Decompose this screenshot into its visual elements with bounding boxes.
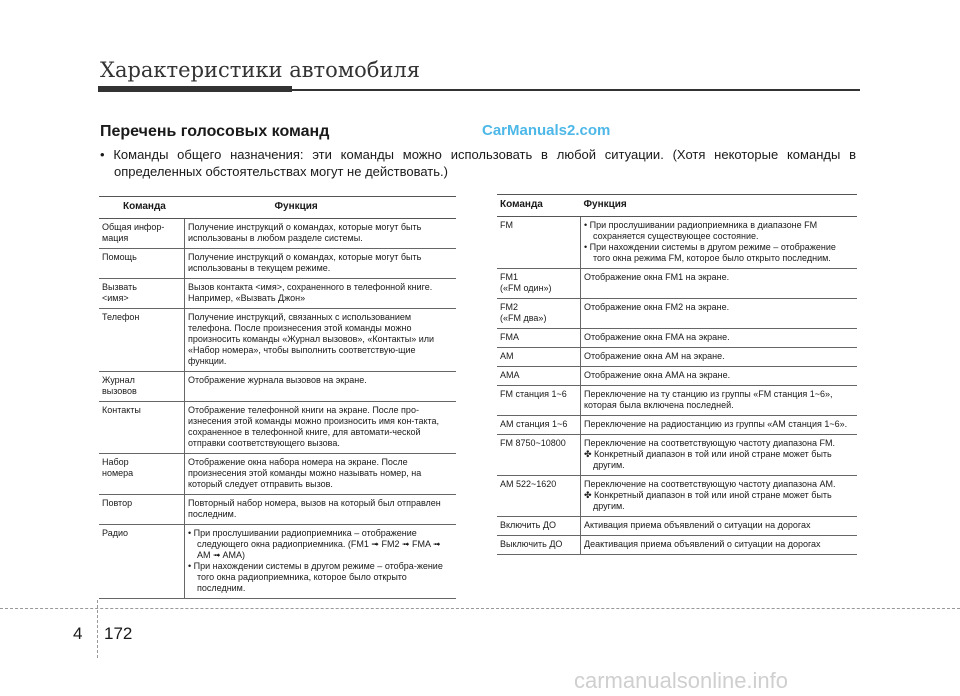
table-row — [497, 517, 857, 536]
function-cell: Получение инструкций о командах, которые могут быть использованы в любом разделе системы. — [185, 219, 457, 249]
command-cell: AM 522~1620 — [497, 476, 581, 517]
function-cell: Переключение на соответствующую частоту диапазона FM. ✤ Конкретный диапазон в той или иной стране может быть другим. — [581, 435, 858, 476]
table-row — [497, 348, 857, 367]
command-cell: Вызвать <имя> — [99, 279, 185, 309]
function-cell: Отображение окна AM на экране. — [581, 348, 858, 367]
footer-rule — [0, 608, 960, 609]
left-command-table — [99, 196, 456, 599]
footer-divider — [97, 600, 99, 658]
function-cell: Повторный набор номера, вызов на который был отправлен последним. — [185, 495, 457, 525]
table-row — [497, 329, 857, 348]
command-cell: FM станция 1~6 — [497, 386, 581, 416]
header-rule-thick — [98, 86, 292, 92]
command-cell: Помощь — [99, 249, 185, 279]
column-header-function: Функция — [581, 195, 858, 217]
table-row — [497, 217, 857, 269]
function-cell: Получение инструкций о командах, которые могут быть использованы в текущем режиме. — [185, 249, 457, 279]
function-cell: Отображение журнала вызовов на экране. — [185, 372, 457, 402]
function-cell: Отображение окна AMA на экране. — [581, 367, 858, 386]
intro-paragraph — [100, 146, 856, 180]
table-row — [99, 249, 456, 279]
command-cell: AM станция 1~6 — [497, 416, 581, 435]
function-cell: Переключение на радиостанцию из группы «AM станция 1~6». — [581, 416, 858, 435]
table-row — [497, 386, 857, 416]
function-cell: Переключение на соответствующую частоту диапазона AM. ✤ Конкретный диапазон в той или иной стране может быть другим. — [581, 476, 858, 517]
command-cell: FM — [497, 217, 581, 269]
column-header-command: Команда — [99, 197, 185, 219]
command-cell: Включить ДО — [497, 517, 581, 536]
section-title: Перечень голосовых команд — [100, 123, 330, 140]
function-cell: Отображение окна FMA на экране. — [581, 329, 858, 348]
command-cell: FM2 («FM два») — [497, 299, 581, 329]
table-row — [99, 309, 456, 372]
table-row — [99, 402, 456, 454]
function-cell: Отображение окна набора номера на экране. После произнесения этой команды можно называть номер, на который следует отправить вызов. — [185, 454, 457, 495]
command-cell: FM 8750~10800 — [497, 435, 581, 476]
command-cell: Телефон — [99, 309, 185, 372]
table-row — [497, 416, 857, 435]
bullet-item: • При прослушивании радиоприемника в диапазоне FM сохраняется существующее состояние. — [584, 220, 818, 241]
function-cell: Отображение телефонной книги на экране. После про-изнесения этой команды можно произносить имя кон-такта, сохраненное в телефонной книге, для автомати-ческой отправки соответствующего вызова. — [185, 402, 457, 454]
command-cell: Повтор — [99, 495, 185, 525]
table-row — [99, 495, 456, 525]
function-cell: Деактивация приема объявлений о ситуации на дорогах — [581, 536, 858, 555]
command-cell: Журнал вызовов — [99, 372, 185, 402]
function-cell — [581, 217, 858, 269]
right-command-table — [497, 194, 857, 555]
function-cell: Отображение окна FM1 на экране. — [581, 269, 858, 299]
command-cell: AM — [497, 348, 581, 367]
note-item: ✤ Конкретный диапазон в той или иной стране может быть другим. — [584, 449, 832, 470]
table-row — [497, 536, 857, 555]
command-cell: Контакты — [99, 402, 185, 454]
command-cell: FM1 («FM один») — [497, 269, 581, 299]
table-row — [99, 372, 456, 402]
command-cell: AMA — [497, 367, 581, 386]
column-header-command: Команда — [497, 195, 581, 217]
chapter-number: 4 — [73, 624, 83, 643]
command-cell: Набор номера — [99, 454, 185, 495]
table-row — [99, 219, 456, 249]
page-number: 172 — [104, 624, 133, 643]
command-cell: Общая инфор- мация — [99, 219, 185, 249]
table-header-row — [99, 197, 456, 219]
note-item: ✤ Конкретный диапазон в той или иной стране может быть другим. — [584, 490, 832, 511]
table-row — [497, 476, 857, 517]
function-cell: Получение инструкций, связанных с использованием телефона. После произнесения этой команды можно произносить команды «Журнал вызовов», «Контакты» или «Набор номера», чтобы выполнить соответствую-щие функции. — [185, 309, 457, 372]
function-cell: Переключение на ту станцию из группы «FM станция 1~6», которая была включена последней. — [581, 386, 858, 416]
table-row — [497, 299, 857, 329]
bullet-item: • При нахождении системы в другом режиме – отображение того окна режима FM, которое было открыто последним. — [584, 242, 836, 263]
command-cell: Радио — [99, 525, 185, 599]
function-cell — [185, 525, 457, 599]
header-rule-thin — [292, 89, 860, 91]
watermark-bottom: carmanualsonline.info — [574, 668, 789, 693]
watermark-top: CarManuals2.com — [482, 122, 611, 139]
table-row — [497, 435, 857, 476]
table-header-row — [497, 195, 857, 217]
intro-line-1: • Команды общего назначения: эти команды можно использовать в любой ситуации. (Хотя некоторые команды в — [100, 147, 856, 162]
table-row — [497, 269, 857, 299]
table-row — [99, 279, 456, 309]
function-cell: Активация приема объявлений о ситуации на дорогах — [581, 517, 858, 536]
column-header-function: Функция — [185, 197, 457, 219]
function-cell: Отображение окна FM2 на экране. — [581, 299, 858, 329]
command-cell: FMA — [497, 329, 581, 348]
bullet-item: • При прослушивании радиоприемника – отображение следующего окна радиоприемника. (FM1 ➟ FM2 ➟ FMA ➟ AM ➟ AMA) — [188, 528, 441, 560]
table-row — [497, 367, 857, 386]
table-row — [99, 454, 456, 495]
function-cell: Вызов контакта <имя>, сохраненного в телефонной книге. Например, «Вызвать Джон» — [185, 279, 457, 309]
bullet-item: • При нахождении системы в другом режиме – отобра-жение того окна радиоприемника, которое было открыто последним. — [188, 561, 443, 593]
intro-line-2: определенных обстоятельствах могут не действовать.) — [114, 164, 448, 179]
command-cell: Выключить ДО — [497, 536, 581, 555]
table-row — [99, 525, 456, 599]
running-header-title: Характеристики автомобиля — [100, 58, 421, 82]
